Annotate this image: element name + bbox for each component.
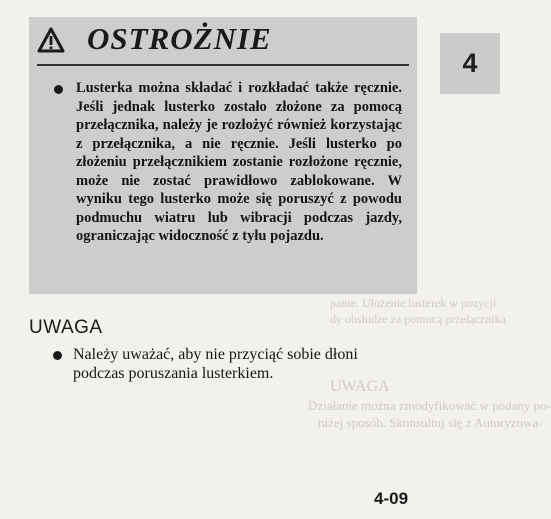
show-through-text: Działanie można zmodyfikować w podany po- (308, 398, 551, 413)
bullet-icon (53, 351, 62, 360)
note-text: Należy uważać, aby nie przyciąć sobie dłoni podczas poruszania lusterkiem. (73, 346, 358, 382)
warning-triangle-icon (37, 27, 65, 53)
caution-heading (37, 21, 272, 57)
caution-title: OSTROŻNIE (87, 21, 272, 56)
show-through-text: dy obsłudze za pomocą przełącznika (330, 312, 506, 326)
bullet-icon (54, 85, 63, 94)
page-number: 4-09 (374, 489, 409, 508)
chapter-tab: 4 (440, 33, 500, 94)
show-through-text: niżej sposób. Skonsultuj się z Autoryzowa- (318, 415, 543, 430)
show-through-text: panie. Ułożenie lusterek w pozycji (330, 296, 497, 310)
caution-text: Lusterka można składać i rozkładać także ręcznie. Jeśli jednak lusterko zostało złożone za pomocą przełącznika, należy je rozłożyć również korzystając z przełącznika, a nie ręcznie. Jeśli lusterko po złożeniu przełącznikiem zostanie rozłożone ręcznie, może nie zostać prawidłowo zablokowane. W wyniku tego lusterko może się poruszyć z powodu podmuchu wiatru lub wibracji podczas jazdy, ograniczając widoczność z tyłu pojazdu. (76, 80, 402, 244)
show-through-text: UWAGA (330, 378, 390, 395)
caution-divider (37, 64, 409, 66)
caution-box (29, 17, 417, 294)
note-heading: UWAGA (29, 317, 103, 338)
